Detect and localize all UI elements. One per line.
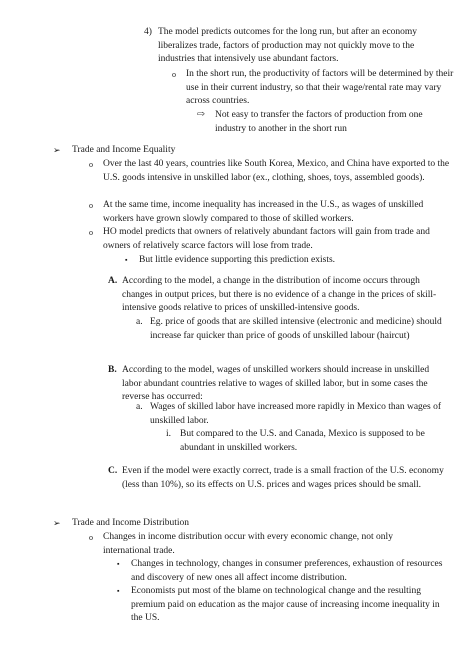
list-item-text: Over the last 40 years, countries like South Korea, Mexico, and China have exported to the U.S. goods intensive in unskilled labor (ex., clothing, shoes, toys, assembled goods).	[103, 159, 450, 183]
section-trade-equality-heading	[53, 144, 453, 158]
sub-item-letter: a.	[136, 402, 143, 412]
circle-bullet-icon: o	[89, 201, 93, 210]
item-4-text: The model predicts outcomes for the long run, but after an economy liberalizes trade, factors of production may not quickly move to the industries that intensively use abundant factors.	[158, 27, 418, 65]
sub-item-letter: a.	[136, 317, 143, 327]
list-item	[89, 158, 454, 185]
item-a-text: According to the model, a change in the distribution of income occurs through changes in output prices, but there is no evidence of a change in the prices of skill-intensive goods relative to prices of unskilled-intensive goods.	[122, 276, 437, 314]
circle-bullet-icon: o	[89, 228, 93, 237]
list-item	[89, 226, 454, 253]
circle-bullet-icon: o	[89, 533, 93, 542]
item-number: 4)	[144, 27, 152, 37]
sub-item-text: Wages of skilled labor have increased more rapidly in Mexico than wages of unskilled labor.	[150, 402, 441, 426]
square-bullet-text: Changes in technology, changes in consumer preferences, exhaustion of resources and discovery of new ones all affect income distribution.	[131, 559, 443, 583]
square-bullet-text: Economists put most of the blame on technological change and the resulting premium paid on education as the major cause of increasing income inequality in the US.	[131, 586, 440, 624]
list-item-text: At the same time, income inequality has increased in the U.S., as wages of unskilled workers have grown slowly compared to those of skilled workers.	[103, 200, 424, 224]
arrowhead-bullet-icon: ➢	[53, 145, 61, 155]
sub-item-a	[136, 401, 448, 428]
list-item-text: HO model predicts that owners of relatively abundant factors will gain from trade and owners of relatively scarce factors will lose from trade.	[103, 227, 430, 251]
item-letter: C.	[108, 466, 118, 476]
section-title: Trade and Income Equality	[72, 145, 176, 155]
lettered-item-c	[108, 465, 448, 492]
square-bullet-item	[117, 558, 447, 585]
arrow-bullet	[197, 109, 454, 136]
item-c-text: Even if the model were exactly correct, trade is a small fraction of the U.S. economy (less than 10%), so its effects on U.S. prices and wages prices should be small.	[122, 466, 444, 490]
section-trade-distribution-heading	[53, 517, 453, 531]
square-bullet-icon: ▪	[117, 560, 120, 568]
numbered-item-4	[144, 26, 444, 67]
item-b-text: According to the model, wages of unskilled workers should increase in unskilled labor abundant countries relative to wages of skilled labor, but in some cases the reverse has occurred:	[122, 365, 430, 403]
circle-bullet-icon: o	[89, 160, 93, 169]
arrowhead-bullet-icon: ➢	[53, 518, 61, 528]
sub-item-text: But compared to the U.S. and Canada, Mexico is supposed to be abundant in unskilled workers.	[180, 429, 425, 453]
short-run-text: In the short run, the productivity of factors will be determined by their use in their current industry, so that their wage/rental rate may vary across countries.	[186, 69, 454, 107]
sub-item-a	[136, 316, 448, 343]
list-item	[89, 531, 429, 558]
square-bullet-text: But little evidence supporting this prediction exists.	[139, 255, 336, 265]
square-bullet-item	[117, 585, 447, 626]
lettered-item-b	[108, 364, 448, 405]
item-letter: B.	[108, 365, 117, 375]
sub-item-numeral: i.	[166, 429, 172, 439]
circle-bullet-icon: o	[172, 70, 176, 79]
right-arrow-icon: ⇨	[197, 110, 205, 120]
section-title: Trade and Income Distribution	[72, 518, 190, 528]
square-bullet-item	[125, 254, 445, 268]
arrow-bullet-text: Not easy to transfer the factors of production from one industry to another in the short run	[215, 110, 423, 134]
square-bullet-icon: ▪	[125, 256, 128, 264]
item-letter: A.	[108, 276, 118, 286]
sub-bullet-short-run	[172, 68, 454, 109]
sub-item-i	[166, 428, 448, 455]
sub-item-text: Eg. price of goods that are skilled intensive (electronic and medicine) should increase far quicker than price of goods of unskilled labour (haircut)	[150, 317, 442, 341]
square-bullet-icon: ▪	[117, 587, 120, 595]
lettered-item-a	[108, 275, 448, 316]
list-item-text: Changes in income distribution occur with every economic change, not only international trade.	[103, 532, 393, 556]
list-item	[89, 199, 454, 226]
